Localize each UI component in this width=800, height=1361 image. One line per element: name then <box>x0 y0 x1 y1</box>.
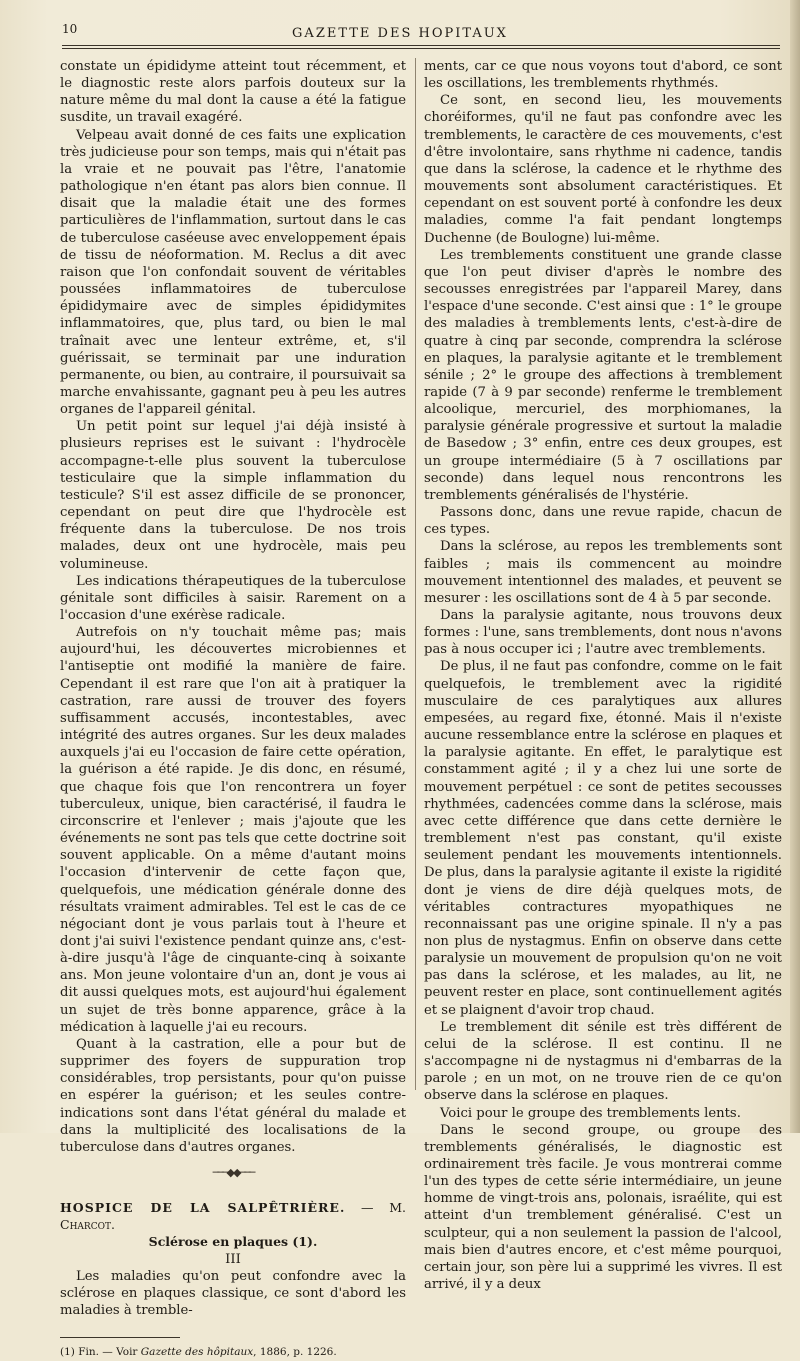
paragraph: Dans la sclérose, au repos les tremblements sont faibles ; mais ils commencent au moindre mouvement intentionnel des malades, et peuvent se mesurer : les oscillations sont de 4 à 5 par seconde. <box>424 539 782 606</box>
paragraph: Dans le second groupe, ou groupe des tremblements généralisés, le diagnostic est ordinairement très facile. Je vous montrerai comme l'un des types de cette série intermédiaire, un jeune homme de vingt-trois ans, polonais, israélite, qui est atteint d'un tremblement généralisé. C'est un sculpteur, qui a non seulement la passion de l'alcool, mais bien d'autres encore, et c'est même pourquoi, certain jour, son père lui a supprimé les vivres. Il est arrivé, il y a deux <box>424 1122 782 1293</box>
paragraph: Les tremblements constituent une grande classe que l'on peut diviser d'après le nombre des secousses enregistrées par l'appareil Marey, dans l'espace d'une seconde. C'est ainsi que : 1° le groupe des maladies à tremblements lents, c'est-à-dire de quatre à cinq par seconde, comprendra la sclérose en plaques, la paralysie agitante et le tremblement sénile ; 2° le groupe des affections à tremblement rapide (7 à 9 par seconde) renferme le tremblement alcoolique, mercuriel, des morphiomanes, la paralysie générale progressive et surtout la maladie de Basedow ; 3° enfin, entre ces deux groupes, est un groupe intermédiaire (5 à 7 oscillations par seconde) dans lequel nous rencontrons les tremblements généralisés de l'hystérie. <box>424 247 782 503</box>
section-dash: — M. <box>345 1200 406 1216</box>
part-number: III <box>225 1251 241 1267</box>
page-edge <box>790 0 800 1133</box>
paragraph: Le tremblement dit sénile est très différent de celui de la sclérose. Il est continu. Il ne s'accompagne ni de nystagmus ni d'embarras de la parole ; en un mot, on ne trouve rien de ce qu'on observe dans la sclérose en plaques. <box>424 1019 782 1104</box>
paragraph: constate un épididyme atteint tout récemment, et le diagnostic reste alors parfois douteux sur la nature même du mal dont la cause a été la fatigue susdite, un travail exagéré. <box>60 59 406 126</box>
paragraph: Autrefois on n'y touchait même pas; mais aujourd'hui, les découvertes microbiennes et l'antiseptie ont modifié la manière de faire. Cependant il est rare que l'on ait à pratiquer la castration, rare aussi de trouver des foyers suffisamment accusés, incontestables, avec intégrité des autres organes. Sur les deux malades auxquels j'ai eu l'occasion de faire cette opération, la guérison a été rapide. Je dis donc, en résumé, que chaque fois que l'on rencontrera un foyer tuberculeux, unique, bien caractérisé, il faudra le circonscrire et l'enlever ; mais j'ajoute que les événements ne sont pas tels que cette doctrine soit souvent applicable. On a même d'autant moins l'occasion d'intervenir de cette façon que, quelquefois, une médication générale donne des résultats vraiment admirables. Tel est le cas de ce négociant dont je vous parlais tout à l'heure et dont j'ai suivi l'existence pendant quinze ans, c'est-à-dire jusqu'à l'âge de cinquante-cinq à soixante ans. Mon jeune volontaire d'un an, dont je vous ai dit aussi quelques mots, est aujourd'hui également un sujet de très bonne apparence, grâce à la médication à laquelle j'ai eu recours. <box>60 625 406 1035</box>
paragraph: Passons donc, dans une revue rapide, chacun de ces types. <box>424 505 782 538</box>
paragraph: Velpeau avait donné de ces faits une explication très judicieuse pour son temps, mais qui n'était pas la vraie et ne pouvait pas l'être, l'anatomie pathologique n'en étant pas alors bien connue. Il disait que la maladie était une des formes particulières de l'inflammation, surtout dans le cas de tuberculose caséeuse avec enveloppement épais de tissu de néoformation. M. Reclus a dit avec raison que l'on confondait souvent de véritables poussées inflammatoires de tuberculose épididymaire avec de simples épididymites inflammatoires, que, plus tard, ou bien le mal traînait avec une lenteur extrême, et, s'il guérissait, se terminait par une induration permanente, ou bien, au contraire, il poursuivait sa marche envahissante, gagnant peu à peu les autres organes de l'appareil génital. <box>60 127 406 418</box>
article-title: Sclérose en plaques (1). <box>148 1234 318 1250</box>
intro-paragraph: Les maladies qu'on peut confondre avec la sclérose en plaques classique, ce sont d'abord les maladies à tremble- <box>60 1268 406 1319</box>
left-column <box>60 58 406 1361</box>
footnote-journal: Gazette des hôpitaux <box>140 1346 254 1359</box>
page-number: 10 <box>62 22 78 36</box>
column-divider <box>415 58 416 1090</box>
footnote-ref: , 1886, p. 1226. <box>253 1346 337 1359</box>
footnote-rule <box>60 1337 180 1338</box>
header-rule-double <box>62 48 780 49</box>
footnote-text: (1) Fin. — Voir <box>60 1346 141 1359</box>
paragraph: Dans la paralysie agitante, nous trouvons deux formes : l'une, sans tremblements, dont nous n'avons pas à nous occuper ici ; l'autre avec tremblements. <box>424 608 782 658</box>
running-title: GAZETTE DES HOPITAUX <box>292 26 508 41</box>
section-author: Charcot. <box>60 1217 115 1233</box>
right-column <box>424 58 782 1293</box>
paragraph: Voici pour le groupe des tremblements lents. <box>440 1105 741 1121</box>
paragraph: Un petit point sur lequel j'ai déjà insisté à plusieurs reprises est le suivant : l'hydrocèle accompagne-t-elle plus souvent la tuberculose testiculaire que la simple inflammation du testicule? S'il est assez difficile de se prononcer, cependant on peut dire que l'hydrocèle est fréquente dans la tuberculose. De nos trois malades, deux ont une hydrocèle, mais peu volumineuse. <box>60 419 406 572</box>
paragraph: ments, car ce que nous voyons tout d'abord, ce sont les oscillations, les tremblements rhythmés. <box>424 59 782 92</box>
paragraph: Quant à la castration, elle a pour but de supprimer des foyers de suppuration trop considérables, trop persistants, pour qu'on puisse en espérer la guérison; et les seules contre-indications sont dans l'état général du malade et dans la multiplicité des localisations de la tuberculose dans d'autres organes. <box>60 1036 406 1155</box>
ornament-separator: ───◆◆─── <box>212 1166 254 1179</box>
header-rule <box>62 45 780 46</box>
section-title: HOSPICE DE LA SALPÊTRIÈRE. <box>60 1200 346 1216</box>
paragraph: De plus, il ne faut pas confondre, comme on le fait quelquefois, le tremblement avec la rigidité musculaire de ces paralytiques aux allures empesées, au regard fixe, étonné. Mais il n'existe aucune ressemblance entre la sclérose en plaques et la paralysie agitante. En effet, le paralytique est constamment agité ; il y a chez lui une sorte de mouvement perpétuel : ce sont de petites secousses rhythmées, cadencées comme dans la sclérose, mais avec cette différence que dans cette dernière le tremblement n'est pas constant, qu'il existe seulement pendant les mouvements intentionnels. De plus, dans la paralysie agitante il existe la rigidité dont je viens de dire déjà quelques mots, de véritables contractures myopathiques ne reconnaissant pas une origine spinale. Il n'y a pas non plus de nystagmus. Enfin on observe dans cette paralysie un mouvement de propulsion qu'on ne voit pas dans la sclérose, et les malades, au lit, ne peuvent rester en place, sont continuellement agités et se plaignent d'avoir trop chaud. <box>424 659 782 1018</box>
footnote <box>60 1344 406 1361</box>
paragraph: Les indications thérapeutiques de la tuberculose génitale sont difficiles à saisir. Rarement on a l'occasion d'une exérèse radicale. <box>60 573 406 623</box>
paragraph: Ce sont, en second lieu, les mouvements choréiformes, qu'il ne faut pas confondre avec les tremblements, le caractère de ces mouvements, c'est d'être involontaire, sans rhythme ni cadence, tandis que dans la sclérose, la cadence et le rhythme des mouvements sont absolument caractéristiques. Et cependant on est souvent porté à confondre les deux maladies, comme l'a fait pendant longtemps Duchenne (de Boulogne) lui-même. <box>424 93 782 246</box>
section-heading <box>60 1199 406 1233</box>
